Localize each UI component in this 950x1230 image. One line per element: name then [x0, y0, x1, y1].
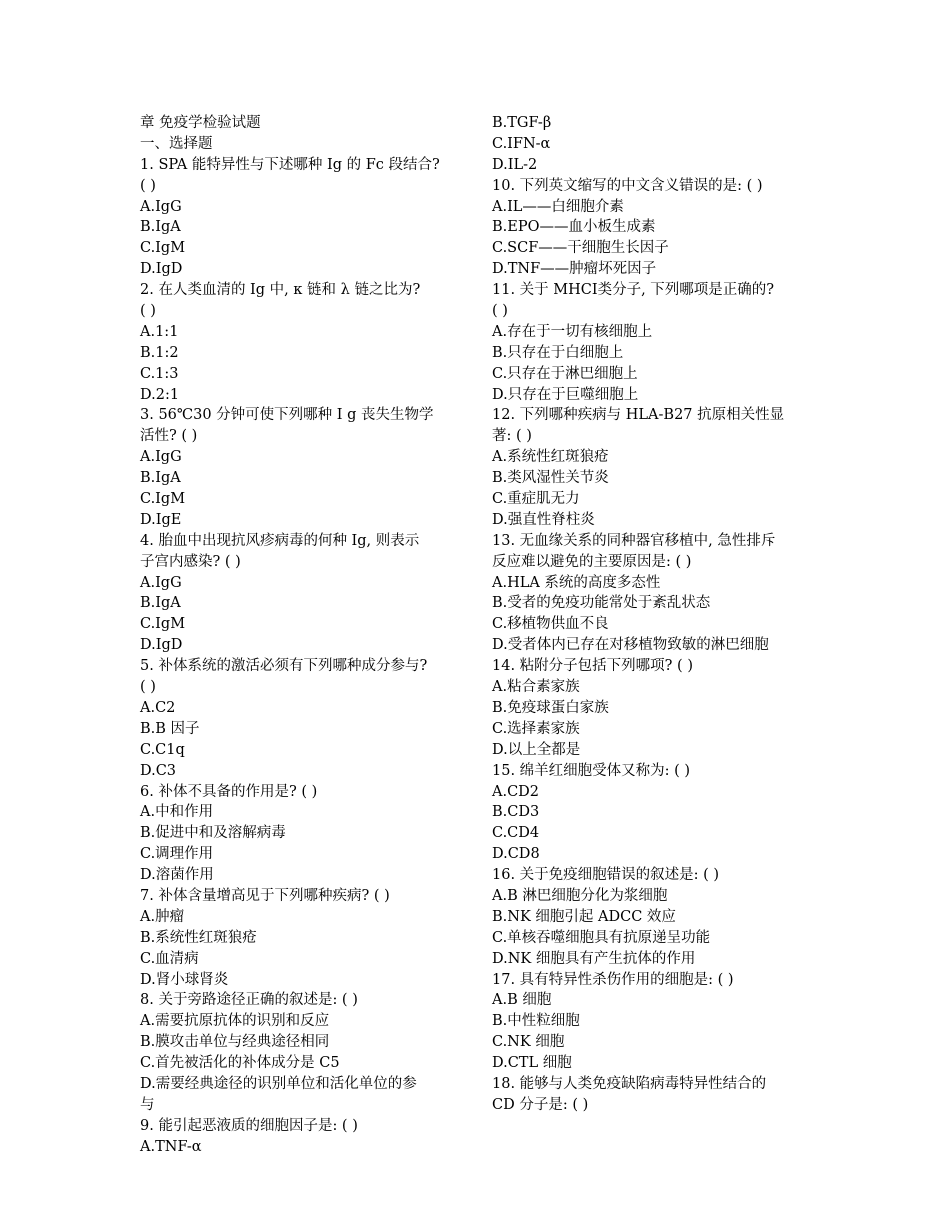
text-line: D.CD8 — [492, 846, 540, 863]
text-line: ( ) — [140, 303, 156, 320]
text-line: A.TNF-α — [140, 1138, 202, 1155]
text-line: ( ) — [492, 303, 508, 320]
text-line: 一、选择题 — [140, 135, 213, 152]
text-line: D.NK 细胞具有产生抗体的作用 — [492, 950, 696, 967]
text-line: 著: ( ) — [492, 428, 532, 445]
text-line: B.IgA — [140, 595, 181, 612]
text-line: D.2:1 — [140, 386, 180, 403]
text-line: C.IgM — [140, 491, 186, 508]
text-line: D.受者体内已存在对移植物致敏的淋巴细胞 — [492, 637, 769, 654]
text-line: C.C1q — [140, 741, 185, 758]
text-line: D.只存在于巨噬细胞上 — [492, 386, 639, 403]
text-line: 14. 粘附分子包括下列哪项? ( ) — [492, 658, 693, 675]
text-line: B.系统性红斑狼疮 — [140, 929, 257, 946]
text-line: C.单核吞噬细胞具有抗原递呈功能 — [492, 929, 711, 946]
text-line: C.移植物供血不良 — [492, 616, 609, 633]
text-line: A.1:1 — [140, 323, 179, 340]
text-line: A.IgG — [140, 574, 182, 591]
text-line: 反应难以避免的主要原因是: ( ) — [492, 553, 692, 570]
text-line: D.以上全都是 — [492, 741, 581, 758]
text-line: 9. 能引起恶液质的细胞因子是: ( ) — [140, 1117, 358, 1134]
text-line: C.血清病 — [140, 950, 199, 967]
right-column — [492, 113, 822, 1116]
text-line: A.B 淋巴细胞分化为浆细胞 — [492, 887, 668, 904]
text-line: A.HLA 系统的高度多态性 — [492, 574, 661, 591]
text-line: D.IgD — [140, 637, 183, 654]
text-line: C.IgM — [140, 616, 186, 633]
text-line: 13. 无血缘关系的同种器官移植中, 急性排斥 — [492, 532, 776, 549]
text-line: C.1:3 — [140, 365, 179, 382]
text-line: 4. 胎血中出现抗风疹病毒的何种 Ig, 则表示 — [140, 532, 420, 549]
text-line: B.中性粒细胞 — [492, 1013, 580, 1030]
text-line: A.存在于一切有核细胞上 — [492, 323, 653, 340]
text-line: A.IgG — [140, 198, 182, 215]
text-line: D.IL-2 — [492, 156, 538, 173]
text-line: B.只存在于白细胞上 — [492, 344, 624, 361]
left-column — [140, 113, 470, 1158]
text-line: 3. 56℃30 分钟可使下列哪种 I g 丧失生物学 — [140, 407, 434, 424]
text-line: ( ) — [140, 177, 156, 194]
text-line: A.中和作用 — [140, 804, 214, 821]
text-line: C.CD4 — [492, 825, 540, 842]
text-line: D.强直性脊柱炎 — [492, 511, 595, 528]
text-line: B.免疫球蛋白家族 — [492, 699, 609, 716]
text-line: B.EPO——血小板生成素 — [492, 219, 656, 236]
text-line: A.C2 — [140, 699, 176, 716]
text-line: 16. 关于免疫细胞错误的叙述是: ( ) — [492, 867, 720, 884]
text-line: B.类风湿性关节炎 — [492, 470, 609, 487]
text-line: 15. 绵羊红细胞受体又称为: ( ) — [492, 762, 691, 779]
text-line: B.NK 细胞引起 ADCC 效应 — [492, 908, 676, 925]
text-line: A.需要抗原抗体的识别和反应 — [140, 1013, 330, 1030]
text-line: D.CTL 细胞 — [492, 1055, 572, 1072]
text-line: 18. 能够与人类免疫缺陷病毒特异性结合的 — [492, 1075, 767, 1092]
text-line: C.NK 细胞 — [492, 1034, 565, 1051]
text-line: B.IgA — [140, 219, 181, 236]
text-line: A.CD2 — [492, 783, 540, 800]
text-line: ( ) — [140, 679, 156, 696]
text-line: 6. 补体不具备的作用是? ( ) — [140, 783, 318, 800]
text-line: 5. 补体系统的激活必须有下列哪种成分参与? — [140, 658, 428, 675]
text-line: 2. 在人类血清的 Ig 中, κ 链和 λ 链之比为? — [140, 282, 421, 299]
text-line: C.选择素家族 — [492, 720, 580, 737]
text-line: D.C3 — [140, 762, 177, 779]
text-line: B.受者的免疫功能常处于紊乱状态 — [492, 595, 711, 612]
text-line: CD 分子是: ( ) — [492, 1096, 589, 1113]
text-line: B.TGF-β — [492, 115, 552, 131]
text-line: D.TNF——肿瘤坏死因子 — [492, 261, 657, 278]
text-line: A.B 细胞 — [492, 992, 552, 1009]
text-line: C.首先被活化的补体成分是 C5 — [140, 1055, 340, 1072]
text-line: C.调理作用 — [140, 846, 214, 863]
text-line: 活性? ( ) — [140, 428, 198, 445]
text-line: A.IgG — [140, 449, 182, 466]
text-line: A.系统性红斑狼疮 — [492, 449, 609, 466]
text-line: 12. 下列哪种疾病与 HLA-B27 抗原相关性显 — [492, 407, 785, 424]
text-line: 子宫内感染? ( ) — [140, 553, 241, 570]
text-line: D.IgE — [140, 511, 182, 528]
text-line: D.溶菌作用 — [140, 867, 214, 884]
text-line: B.CD3 — [492, 804, 540, 821]
text-line: B.1:2 — [140, 344, 179, 361]
text-line: 与 — [140, 1096, 155, 1113]
text-line: A.肿瘤 — [140, 908, 185, 925]
text-line: 8. 关于旁路途径正确的叙述是: ( ) — [140, 992, 358, 1009]
text-line: B.促进中和及溶解病毒 — [140, 825, 286, 842]
text-line: A.IL——白细胞介素 — [492, 198, 624, 215]
text-line: C.重症肌无力 — [492, 491, 580, 508]
text-line: D.需要经典途径的识别单位和活化单位的参 — [140, 1075, 417, 1092]
text-line: C.IFN-α — [492, 135, 551, 152]
text-line: 11. 关于 MHCⅠ类分子, 下列哪项是正确的? — [492, 282, 775, 299]
text-line: A.粘合素家族 — [492, 679, 580, 696]
text-line: D.肾小球肾炎 — [140, 971, 229, 988]
text-line: B.膜攻击单位与经典途径相同 — [140, 1034, 330, 1051]
text-line: C.只存在于淋巴细胞上 — [492, 365, 638, 382]
text-line: B.B 因子 — [140, 720, 200, 737]
text-line: B.IgA — [140, 470, 181, 487]
text-line: D.IgD — [140, 261, 183, 278]
text-line: 1. SPA 能特异性与下述哪种 Ig 的 Fc 段结合? — [140, 156, 440, 173]
text-line: 章 免疫学检验试题 — [140, 115, 261, 131]
text-line: C.IgM — [140, 240, 186, 257]
text-line: 10. 下列英文缩写的中文含义错误的是: ( ) — [492, 177, 763, 194]
text-line: 17. 具有特异性杀伤作用的细胞是: ( ) — [492, 971, 734, 988]
text-line: C.SCF——干细胞生长因子 — [492, 240, 669, 257]
text-line: 7. 补体含量增高见于下列哪种疾病? ( ) — [140, 887, 390, 904]
